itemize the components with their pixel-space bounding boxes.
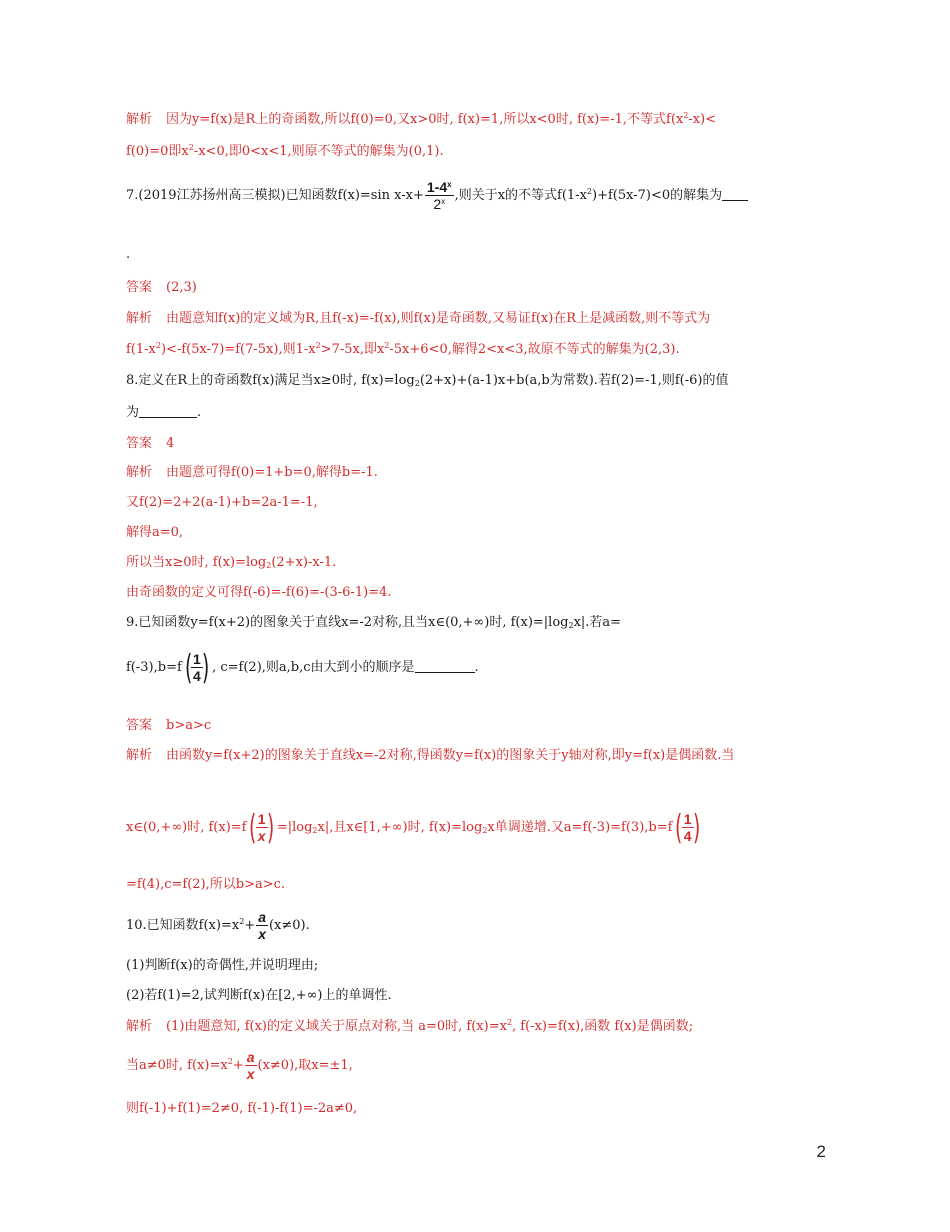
question-10-part-1: (1)判断f(x)的奇偶性,并说明理由; — [126, 958, 319, 973]
solution-6-line-2: f(0)=0即$x^2-x<0$,即0<x<1,则原不等式的解集为(0,1). — [126, 143, 444, 159]
solution-8-line-5: 由奇函数的定义可得f(-6)=-f(6)=-(3-6-1)=4. — [126, 585, 392, 600]
solution-label: 解析 — [126, 112, 153, 127]
page-number: 2 — [816, 1142, 826, 1161]
answer-blank — [722, 200, 748, 201]
question-10: 10.已知函数$f(x)=x^2+$ $\frac{a}{x}$ (x≠0). — [126, 909, 310, 942]
question-9-line-1: 9.已知函数y=f(x+2)的图象关于直线x=-2对称,且当x∈(0,+∞)时, $f(x)=|\log_2x|$.若a= — [126, 615, 622, 630]
question-8-line-1: 8.定义在R上的奇函数f(x)满足当x≥0时, $f(x)=\log_2(2+x)+(a-1)x+b(a,b$为常数).若f(2)=-1,则f(-6)的值 — [126, 373, 729, 388]
answer-9: 答案 b>a>c — [126, 718, 212, 733]
question-8-line-2: 为 . — [126, 405, 202, 420]
answer-7: 答案 (2,3) — [126, 280, 197, 295]
solution-7-line-2: $f(1-x^2)<-f(5x-7)=f(7-5x)$,则$1-x^2>7-5x$,即$x^2-5x+6<0$,解得2<x<3,故原不等式的解集为(2,3). — [126, 341, 680, 357]
solution-6-line-1: 解析 因为y=f(x)是R上的奇函数,所以f(0)=0,又x>0时, f(x)=1,所以x<0时, f(x)=-1,不等式$f(x^2-x)<$ — [126, 111, 717, 127]
solution-8-line-4: 所以当x≥0时, $f(x)=\log_2(2+x)-x-1$. — [126, 555, 337, 570]
solution-8-line-3: 解得a=0, — [126, 525, 184, 540]
solution-7-line-1: 解析 由题意知f(x)的定义域为R,且f(-x)=-f(x),则f(x)是奇函数,又易证f(x)在R上是减函数,则不等式为 — [126, 311, 711, 326]
fraction: $\frac{1-4^x}{2^x}$ — [426, 179, 452, 212]
question-7: 7.(2019江苏扬州高三模拟)已知函数f(x)=sin x-x+ $\frac{1-4^x}{2^x}$ ,则关于x的不等式$f(1-x^2)+f(5x-7)<0$的解集为 — [126, 178, 748, 214]
solution-9-line-3: =f(4),c=f(2),所以b>a>c. — [126, 877, 286, 892]
solution-10-line-1: 解析 (1)由题意知, f(x)的定义域关于原点对称,当 a=0时, $f(x)=x^2$, f(-x)=f(x),函数 f(x)是偶函数; — [126, 1018, 694, 1034]
solution-9-line-1: 解析 由函数y=f(x+2)的图象关于直线x=-2对称,得函数y=f(x)的图象关于y轴对称,即y=f(x)是偶函数.当 — [126, 748, 735, 763]
solution-8-line-2: 又f(2)=2+2(a-1)+b=2a-1=-1, — [126, 495, 318, 510]
question-10-part-2: (2)若f(1)=2,试判断f(x)在[2,+∞)上的单调性. — [126, 988, 392, 1003]
solution-9-line-2: x∈(0,+∞)时, f(x)=f( $\frac{1}{x}$ ) $=|\log_2x|$,且x∈[1,+∞)时, $f(x)=\log_2x$单调递增.又a=f(-3)=f(3),b=f( $\frac{1}{4}$ ) — [126, 807, 700, 848]
answer-8: 答案 4 — [126, 436, 175, 451]
answer-blank — [139, 417, 197, 418]
solution-8-line-1: 解析 由题意可得f(0)=1+b=0,解得b=-1. — [126, 465, 378, 480]
solution-10-line-2: 当a≠0时, $f(x)=x^2+$ $\frac{a}{x}$ (x≠0),取x=±1, — [126, 1049, 353, 1082]
question-7-end: . — [126, 247, 131, 262]
solution-10-line-3: 则f(-1)+f(1)=2≠0, f(-1)-f(1)=-2a≠0, — [126, 1101, 358, 1116]
answer-blank — [415, 672, 475, 673]
question-9-line-2: f(-3),b=f( $\frac{1}{4}$ ) , c=f(2),则a,b,c由大到小的顺序是 . — [126, 647, 479, 688]
